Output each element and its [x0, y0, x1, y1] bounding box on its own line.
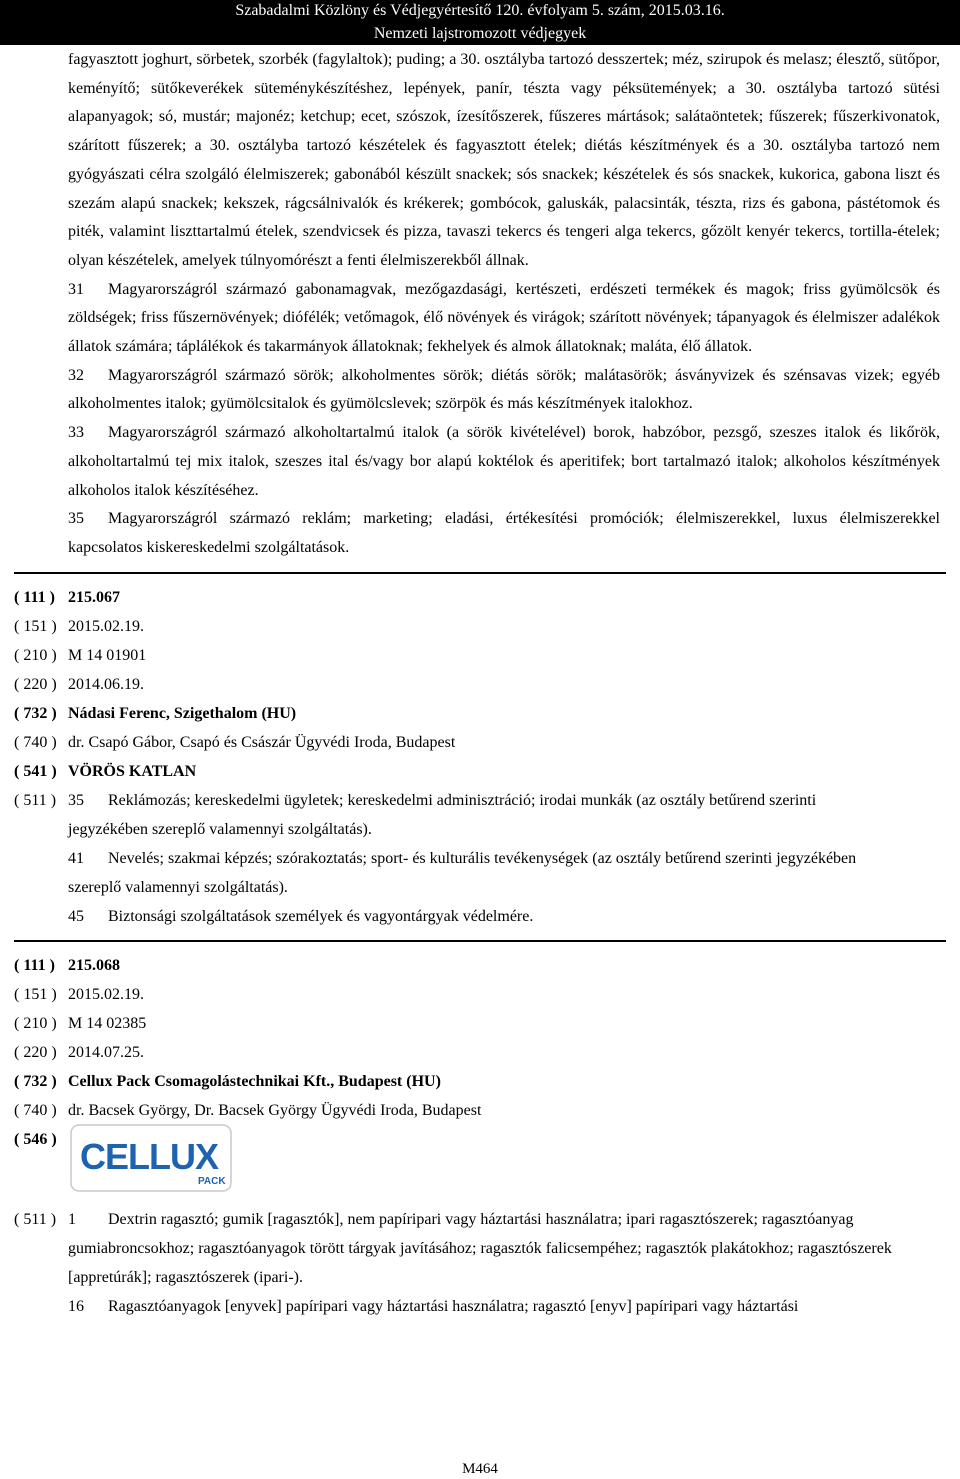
- class-text: Magyarországról származó alkoholtartalmú italok (a sörök kivételével) borok, habzóbor, pezsgő, szeszes italok és likőrök, alkoholtartalmú tej mix italok, szeszes ital és/vagy bor alapú koktélok és aperitifek; bort tartalmazó italok; alkoholos készítmények alkoholos italok készítéséhez.: [68, 424, 940, 499]
- entry-divider: [14, 572, 946, 574]
- class-text: Magyarországról származó reklám; marketing; eladási, értékesítési promóciók; élelmiszerekkel, luxus élelmiszerekkel kapcsolatos kiskereskedelmi szolgáltatások.: [68, 510, 940, 556]
- field-220: ( 220 ) 2014.07.25.: [14, 1043, 144, 1061]
- entry-divider: [14, 940, 946, 942]
- class-text: Magyarországról származó gabonamagvak, mezőgazdasági, kertészeti, erdészeti termékek és magok; friss gyümölcsök és zöldségek; friss fűszernövények; diófélék; vetőmagok, élő növények és virágok; szárított növények; tápanyagok és élelmiszer adalékok állatok számára; táplálékok és takarmányok állatoknak; fekhelyek és almok állatoknak; maláta, élő állatok.: [68, 280, 940, 356]
- class-item: 45 Biztonsági szolgáltatások személyek és vagyontárgyak védelmére.: [68, 907, 534, 925]
- class-item: [68, 505, 940, 562]
- class-item: 41 Nevelés; szakmai képzés; szórakoztatás; sport- és kulturális tevékenységek (az osztály betűrend szerinti jegyzékében szereplő valamennyi szolgáltatás).: [68, 849, 857, 896]
- field-151: ( 151 ) 2015.02.19.: [14, 985, 144, 1003]
- document-body: [0, 46, 960, 1321]
- cellux-pack-logo-icon: [70, 1124, 232, 1192]
- field-111: ( 111 ) 215.067: [14, 588, 120, 606]
- field-740: ( 740 ) dr. Bacsek György, Dr. Bacsek György Ügyvédi Iroda, Budapest: [14, 1101, 482, 1119]
- page-number: M464: [462, 1461, 498, 1477]
- class-item: 1 Dextrin ragasztó; gumik [ragasztók], nem papíripari vagy háztartási használatra; ipari ragasztószerek; ragasztóanyag gumiabroncsokhoz; ragasztóanyagok törött tárgyak javításához; ragasztók falicsempéhez; ragasztók plakátokhoz; ragasztószerek [appretúrák]; ragasztószerek (ipari-).: [68, 1210, 892, 1286]
- class-number: 35: [68, 510, 84, 528]
- class-text: Magyarországról származó sörök; alkoholmentes sörök; diétás sörök; malátasörök; ásványvizek és szénsavas vizek; egyéb alkoholmentes italok; gyümölcsitalok és gyümölcslevek; szörpök és más készítmények italokhoz.: [68, 366, 940, 413]
- field-511: ( 511 ) 1 Dextrin ragasztó; gumik [ragasztók], nem papíripari vagy háztartási használatra; ipari ragasztószerek; ragasztóanyag gumiabroncsokhoz; ragasztóanyagok törött tárgyak javításához; ragasztók falicsempéhez; ragasztók plakátokhoz; ragasztószerek [appretúrák]; ragasztószerek (ipari-). 16 Ragasztóanyagok [enyvek] papíripari vagy háztartási használatra; ragasztó [enyv] papíripari vagy háztartási: [0, 1205, 960, 1321]
- journal-title: Szabadalmi Közlöny és Védjegyértesítő 120. évfolyam 5. szám, 2015.03.16.: [235, 2, 725, 19]
- page-header: [0, 0, 960, 45]
- field-210: ( 210 ) M 14 01901: [14, 646, 147, 664]
- section-title: Nemzeti lajstromozott védjegyek: [373, 25, 587, 42]
- class-item: 16 Ragasztóanyagok [enyvek] papíripari vagy háztartási használatra; ragasztó [enyv] papíripari vagy háztartási: [68, 1297, 799, 1315]
- field-151: ( 151 ) 2015.02.19.: [14, 617, 144, 635]
- class-number: 32: [68, 366, 84, 384]
- field-511: ( 511 ) 35 Reklámozás; kereskedelmi ügyletek; kereskedelmi adminisztráció; irodai munkák (az osztály betűrend szerinti jegyzékében szereplő valamennyi szolgáltatás). 41 Nevelés; szakmai képzés; szórakoztatás; sport- és kulturális tevékenységek (az osztály betűrend szerinti jegyzékében szereplő valamennyi szolgáltatás). 45 Biztonsági szolgáltatások személyek és vagyontárgyak védelmére.: [0, 786, 960, 931]
- class-item: 35 Reklámozás; kereskedelmi ügyletek; kereskedelmi adminisztráció; irodai munkák (az osztály betűrend szerinti jegyzékében szereplő valamennyi szolgáltatás).: [68, 791, 817, 838]
- logo-subtext: PACK: [198, 1175, 226, 1187]
- class-item: [68, 276, 940, 362]
- class-item: [68, 419, 940, 505]
- field-732: ( 732 ) Nádasi Ferenc, Szigethalom (HU): [14, 704, 297, 722]
- field-220: ( 220 ) 2014.06.19.: [14, 675, 144, 693]
- field-740: ( 740 ) dr. Csapó Gábor, Csapó és Császár Ügyvédi Iroda, Budapest: [14, 733, 456, 751]
- continuation-paragraph: fagyasztott joghurt, sörbetek, szorbék (fagylaltok); puding; a 30. osztályba tartozó desszertek; méz, szirupok és melasz; élesztő, sütőpor, keményítő; sütőkeverékek süteménykészítéshez, lepények, panír, tészta vagy péksütemények; a 30. osztályba tartozó sütési alapanyagok; só, mustár; majonéz; ketchup; ecet, szószok, ízesítőszerek, fűszeres mártások; salátaöntetek; fűszerek; fűszerkivonatok, szárított fűszerek; a 30. osztályba tartozó készételek és fagyasztott ételek; diétás készítmények és a 30. osztályba tartozó nem gyógyászati célra szolgáló élelmiszerek; gabonából készült snackek; sós snackek; készételek és sós snackek, kukorica, gabona liszt és szezám alapú snackek; kekszek, rágcsálnivalók és krékerek; gombócok, galuskák, palacsinták, tészta, rizs és gabona, pástétomok és piték, valamint liszttartalmú ételek, szendvicsek és pizza, tavaszi tekercs és tengeri alga tekercs, gőzölt kenyér tekercs, tortilla-ételek; olyan készételek, amelyek túlnyomórészt a fenti élelmiszerekből állnak.: [68, 51, 940, 269]
- field-732: ( 732 ) Cellux Pack Csomagolástechnikai Kft., Budapest (HU): [14, 1072, 441, 1090]
- class-item: [68, 362, 940, 419]
- field-541: ( 541 ) VÖRÖS KATLAN: [14, 762, 197, 780]
- field-546: ( 546 ) CELLUX PACK: [0, 1125, 960, 1205]
- class-number: 33: [68, 424, 84, 442]
- class-number: 31: [68, 280, 84, 298]
- field-210: ( 210 ) M 14 02385: [14, 1014, 147, 1032]
- field-111: ( 111 ) 215.068: [14, 956, 120, 974]
- logo-wordmark: CELLUX: [80, 1135, 218, 1177]
